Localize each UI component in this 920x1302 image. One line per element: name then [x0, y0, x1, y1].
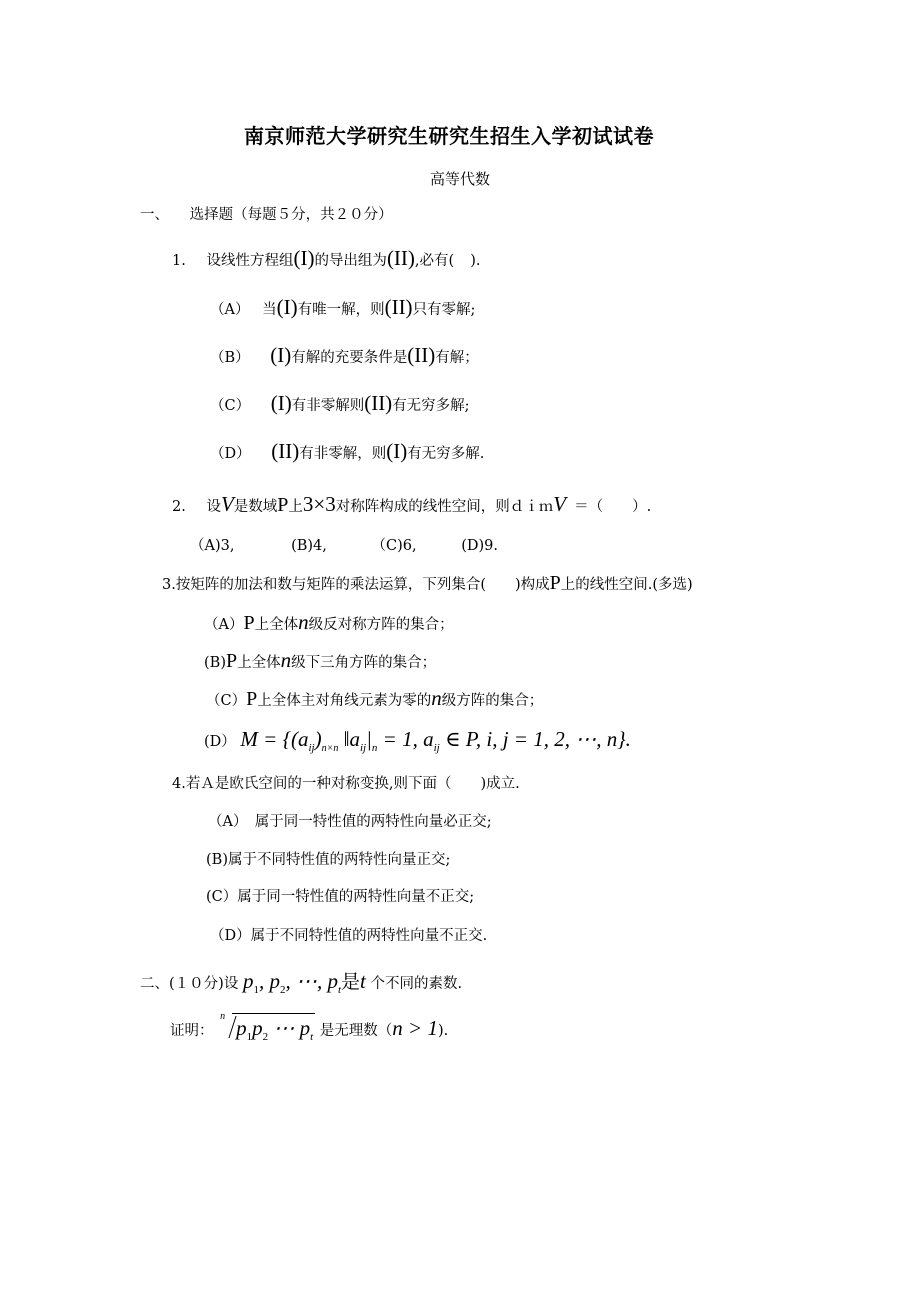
math-3x3: 3×3: [302, 492, 336, 516]
q1-option-b: [210, 345, 479, 366]
q2-option-a: （A)3,: [190, 538, 235, 554]
option-label: （A）: [204, 617, 244, 633]
option-text: 级反对称方阵的集合；: [308, 617, 454, 633]
option-label: (B): [204, 655, 226, 671]
q3-option-d: [204, 729, 631, 754]
math-t: t: [360, 969, 366, 993]
q4-option-d: （D）属于不同特性值的两特性向量不正交.: [210, 928, 488, 944]
q3-option-b: [204, 650, 436, 671]
question-1: [172, 248, 480, 269]
section-1-heading: [140, 208, 393, 223]
option-text: 有解的充要条件是: [291, 350, 408, 366]
option-label: (D）: [204, 734, 236, 750]
option-text: 有无穷多解.: [407, 446, 485, 462]
option-label: （B）: [210, 350, 250, 366]
question-2-number: 2.: [172, 499, 186, 515]
section-1-title: 选择题（每题５分，共２０分）: [189, 207, 393, 223]
q2-option-c: （C)6,: [371, 538, 417, 554]
question-1-number: 1.: [172, 253, 186, 269]
option-label: （C）: [210, 398, 251, 414]
math-II: (II): [386, 246, 415, 270]
question-2: [172, 494, 651, 515]
math-n: n: [298, 610, 309, 634]
option-text: 只有零解;: [412, 302, 476, 318]
question-2-text: 对称阵构成的线性空间，则ｄｉｍ: [335, 499, 554, 515]
math-I: (I): [270, 391, 292, 415]
math-n-gt-1: n > 1: [392, 1016, 438, 1040]
q4-option-a: （A） 属于同一特性值的两特性向量必正交;: [208, 814, 492, 830]
math-I: (I): [386, 439, 408, 463]
option-text: 有解；: [435, 350, 479, 366]
q4-option-b: (B)属于不同特性值的两特性向量正交;: [206, 852, 451, 868]
question-2-text: 是数域: [233, 499, 278, 515]
question-1-text: 的导出组为: [314, 253, 387, 269]
math-II: (II): [407, 343, 436, 367]
section-1-number: 一、: [140, 207, 169, 223]
q2-option-b: (B)4,: [291, 538, 327, 554]
q3-option-a: [204, 612, 454, 633]
option-text: 上全体: [254, 617, 299, 633]
section-2: [140, 971, 462, 996]
section-2-proof: [170, 1011, 449, 1044]
question-2-text: ＝（ ）.: [574, 499, 652, 515]
math-P: P: [243, 612, 255, 634]
math-P: P: [246, 688, 258, 710]
math-P: P: [225, 650, 238, 672]
math-I: (I): [270, 343, 292, 367]
math-n: n: [431, 686, 442, 710]
section-2-text: 个不同的素数.: [370, 976, 463, 992]
option-label: （D）: [210, 446, 251, 462]
section-2-number: 二、: [140, 976, 169, 992]
math-P: P: [549, 572, 561, 594]
q4-option-c: (C）属于同一特性值的两特性向量不正交;: [206, 889, 475, 905]
option-label: （C）: [206, 693, 247, 709]
question-1-text: 设线性方程组: [206, 253, 294, 269]
set-definition: $M = \{(a_{ij})_{n\times n}$ $‖a_{ij}|_n = 1$, $a_{ij}$ ∈ P, i, j = 1, 2, ⋯, n}.: [240, 727, 631, 755]
section-2-text: (１０分)设: [169, 976, 239, 992]
q2-option-d: (D)9.: [461, 538, 498, 554]
math-II: (II): [271, 439, 300, 463]
q2-options: [190, 539, 498, 554]
question-2-text: 上: [288, 499, 303, 515]
proof-text: 是无理数（: [319, 1023, 393, 1039]
math-II: (II): [384, 295, 413, 319]
question-3-text: 3.按矩阵的加法和数与矩阵的乘法运算，下列集合( )构成: [162, 577, 550, 593]
option-text: 当: [262, 302, 277, 318]
proof-text: ).: [437, 1023, 449, 1039]
q1-option-a: [210, 297, 475, 318]
question-1-text: ).: [470, 253, 481, 269]
math-I: (I): [293, 246, 315, 270]
option-label: （A）: [210, 302, 250, 318]
proof-label: 证明：: [170, 1023, 214, 1039]
exam-subject: 高等代数: [430, 170, 491, 188]
q3-option-c: [206, 688, 543, 709]
math-V: V: [553, 492, 567, 516]
math-P: P: [277, 494, 289, 516]
option-text: 级下三角方阵的集合；: [291, 655, 437, 671]
q1-option-c: [210, 393, 470, 414]
exam-title: 南京师范大学研究生研究生招生入学初试试卷: [244, 124, 654, 148]
section-2-text: 是: [341, 971, 361, 993]
math-V: V: [220, 492, 234, 516]
math-n: n: [280, 648, 292, 672]
option-text: 上全体: [237, 655, 281, 671]
question-4: 4.若Ａ是欧氏空间的一种对称变换,则下面（ )成立.: [172, 776, 520, 792]
question-3: [162, 573, 693, 593]
nth-root-expression: n $p_1p_2$ ⋯ $p_t$: [220, 1011, 314, 1044]
option-text: 上全体主对角线元素为零的: [257, 693, 432, 709]
prime-list: $p_1$, $p_2$, ⋯, $p_t$: [242, 969, 341, 997]
option-text: 有唯一解，则: [297, 302, 385, 318]
q1-option-d: [210, 441, 484, 462]
option-text: 有无穷多解;: [392, 398, 470, 414]
option-text: 级方阵的集合；: [441, 693, 544, 709]
question-1-text: ,必有(: [414, 253, 455, 269]
question-2-text: 设: [206, 499, 221, 515]
option-text: 有非零解，则: [299, 446, 387, 462]
question-3-text: 上的线性空间.(多选): [560, 577, 693, 593]
option-text: 有非零解则: [291, 398, 365, 414]
math-II: (II): [364, 391, 393, 415]
math-I: (I): [276, 295, 298, 319]
